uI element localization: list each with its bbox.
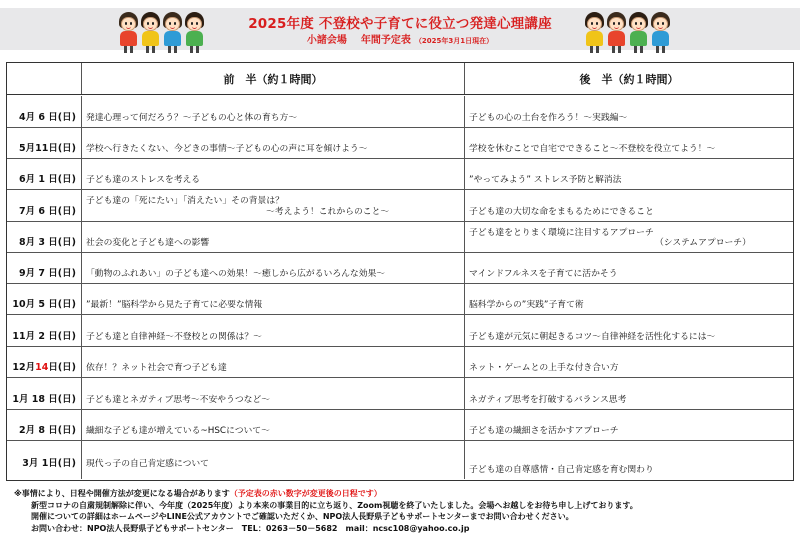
second-half-topic: ネガティブ思考を打破するバランス思考 [469,395,627,405]
table-row [7,410,793,441]
first-half-topic: ”最新！”脳科学から見た子育てに必要な情報 [86,300,263,310]
footer-contact: お問い合わせ：NPO法人長野県子どもサポートセンター TEL：0263－50－5682 mail：ncsc108@yahoo.co.jp [31,523,470,533]
second-half-header: 後 半（約１時間） [579,72,679,86]
first-half-topic: 子ども達のストレスを考える [86,175,201,185]
second-half-topic: 子ども達の繊細さを活かすアプローチ [469,426,619,436]
table-row [7,159,793,190]
session-date: 2月 8 日(日) [18,425,76,436]
as-of-date: （2025年3月1日現在） [414,37,494,45]
first-half-topic: 繊細な子ども達が増えている~HSCについて～ [86,426,270,436]
table-header-row [7,63,793,95]
second-half-topic: ”やってみよう” ストレス予防と解消法 [469,175,622,185]
first-half-topic: 学校へ行きたくない、今どきの事情～子どもの心の声に耳を傾けよう～ [86,144,368,154]
second-half-topic: 子ども達をとりまく環境に注目するアプローチ [469,228,654,238]
first-half-topic-continued: ～考えよう！これからのこと～ [266,207,390,217]
second-half-topic: ネット・ゲームとの上手な付き合い方 [469,363,619,373]
schedule-table [6,62,794,481]
table-row [7,284,793,315]
first-half-topic: 子ども達とネガティブ思考～不安やうつなど～ [86,395,271,405]
first-half-topic: 現代っ子の自己肯定感について [86,459,209,469]
changed-date-number: 14 [35,362,49,373]
first-half-topic: 「動物のふれあい」の子ども達への効果！～癒しから広がるいろんな効果～ [86,269,386,279]
page-title: 2025年度 不登校や子育てに役立つ発達心理講座 [248,16,552,32]
second-half-topic: 子ども達が元気に朝起きるコツ～自律神経を活性化するには～ [469,332,716,342]
first-half-topic: 発達心理って何だろう？～子どもの心と体の育ち方～ [86,113,298,123]
table-row [7,96,793,128]
footer-note-covid: 新型コロナの自粛規制解除に伴い、今年度（2025年度）より本来の事業目的に立ち返り、Zoom視聴を終了いたしました。会場へお越しをお待ち申し上げております。 [31,500,638,510]
table-row [7,378,793,410]
first-half-topic: 子ども達の「死にたい」「消えたい」その背景は？ [86,196,284,206]
table-row [7,253,793,284]
table-row [7,128,793,159]
first-half-topic: 依存！？ネット社会で育つ子ども達 [86,363,227,373]
session-date: 10月 5 日(日) [12,299,76,310]
session-date: 7月 6 日(日) [18,206,76,217]
second-half-topic-continued: （システムアプローチ） [655,238,751,248]
table-row [7,315,793,347]
table-row [7,190,793,222]
session-date: 3月 1日(日) [22,458,76,469]
second-half-topic: 子ども達の自尊感情・自己肯定感を育む関わり [469,465,654,475]
session-date: 11月 2 日(日) [12,331,76,342]
venue-label: 小諸会場 [306,35,347,46]
session-date: 12月14日(日) [12,362,76,373]
footer-note-change: ※事情により、日程や開催方法が変更になる場合があります（予定表の赤い数字が変更後の日程です） [14,489,382,498]
page-subtitle [0,31,800,46]
first-half-topic: 社会の変化と子ども達への影響 [86,238,210,248]
second-half-topic: 子どもの心の土台を作ろう！～実践編～ [469,113,628,123]
session-date: 1月 18 日(日) [12,394,76,405]
second-half-topic: マインドフルネスを子育てに活かそう [469,269,618,279]
session-date: 9月 7 日(日) [18,268,76,279]
first-half-header: 前 半（約１時間） [82,63,465,94]
second-half-topic: 脳科学からの”実践”子育て術 [469,300,584,310]
second-half-topic: 子ども達の大切な命をまもるためにできること [469,207,654,217]
session-date: 5月11日(日) [18,143,76,154]
session-date: 8月 3 日(日) [18,237,76,248]
footer-notes [14,488,794,534]
table-row [7,441,793,479]
schedule-label: 年間予定表 [360,35,411,46]
first-half-topic: 子ども達と自律神経～不登校との関係は？～ [86,332,262,342]
session-date: 6月 1 日(日) [18,174,76,185]
second-half-topic: 学校を休むことで自宅でできること～不登校を役立てよう！～ [469,144,716,154]
red-date-note: （予定表の赤い数字が変更後の日程です） [229,489,382,498]
session-date: 4月 6 日(日) [18,112,76,123]
footer-note-details: 開催についての詳細はホームページやLINE公式アカウントでご確認いただくか、NPO法人長野県子どもサポートセンターまでお問い合わせください。 [31,512,574,521]
table-row [7,222,793,253]
table-row [7,347,793,378]
date-column-header [7,63,82,94]
